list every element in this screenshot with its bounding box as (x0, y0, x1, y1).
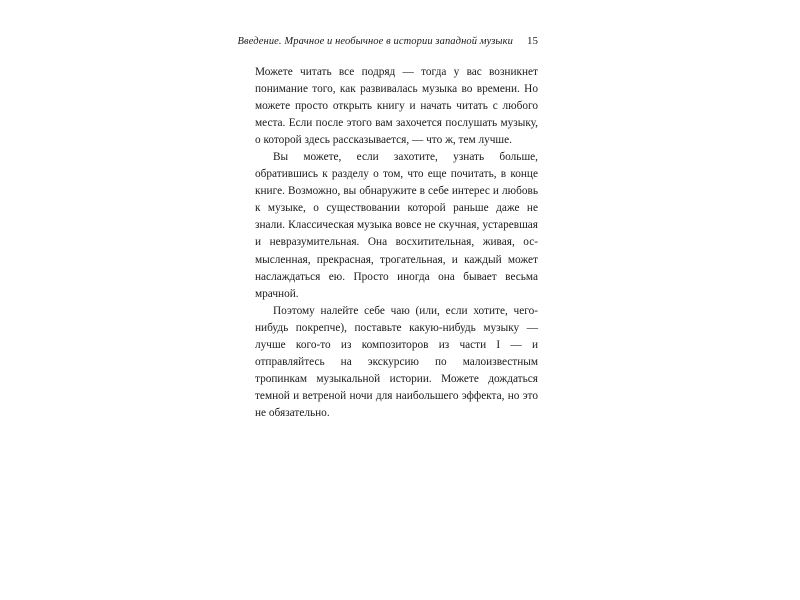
paragraph: Можете читать все подряд — тогда у вас возникнет понимание того, как развивалась музыка во времени. Но можете просто открыть книгу и начать читать с любого места. Если после этого вам захочется послушать музыку, о которой здесь рассказывается, — что ж, тем лучше. (255, 66, 538, 147)
running-title: Введение. Мрачное и необычное в истории западной музыки (237, 35, 513, 47)
paragraph: Поэтому налейте себе чаю (или, если хотите, чего-нибудь покрепче), поставьте какую-нибудь музыку — лучше кого-то из композиторов из части I — и отправляйтесь на экскурсию по малоизвестным тропинкам музыкальной истории. Можете дождаться темной и ветреной ночи для наибольшего эффекта, но это не обязательно. (255, 304, 538, 419)
paragraph: Вы можете, если захотите, узнать больше, обратившись к разделу о том, что еще почитать, в конце книге. Возможно, вы обнаружите в себе интерес и любовь к музыке, о существовании которой раньше даже не знали. Классическая музыка вовсе не скучная, устаревшая и невразумительная. Она восхитительная, живая, осмысленная, прекрасная, трогательная, и каждый может наслаждаться ею. Просто иногда она бывает весьма мрачной. (255, 151, 538, 300)
page-number: 15 (527, 35, 538, 47)
running-header (237, 33, 538, 49)
body-text (255, 64, 538, 422)
